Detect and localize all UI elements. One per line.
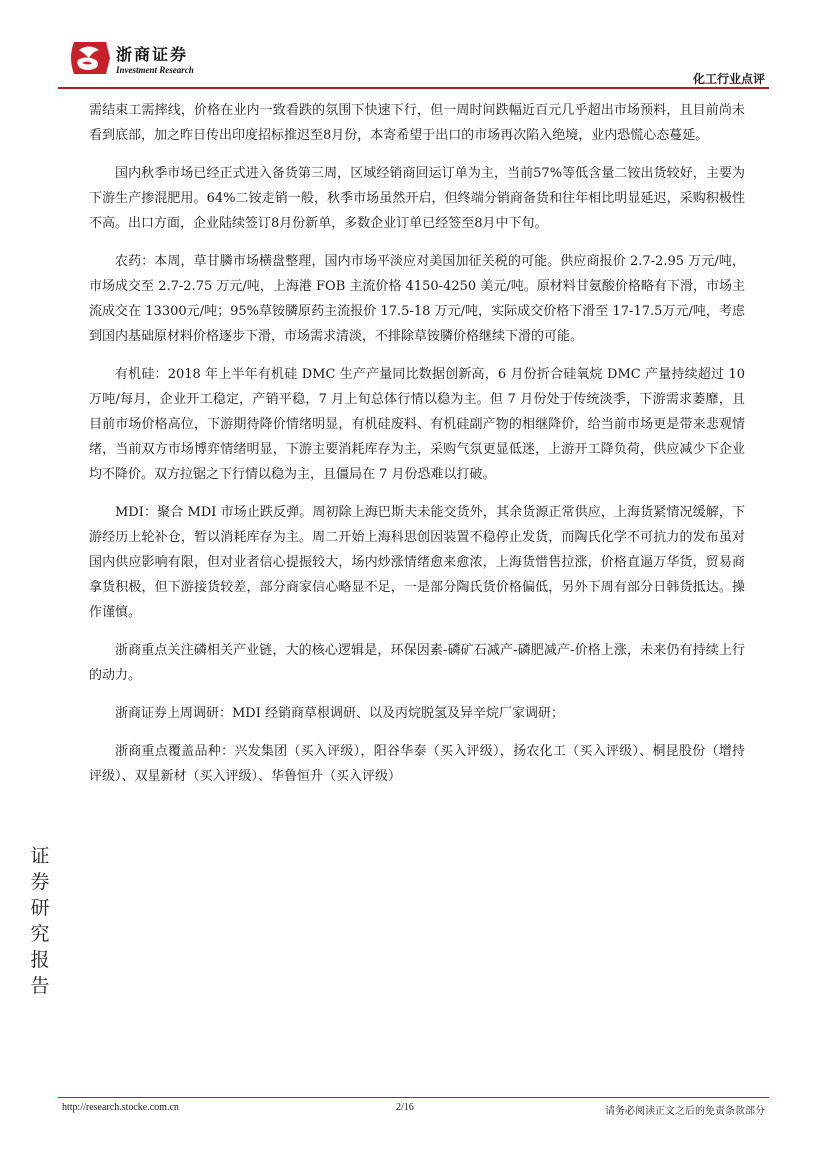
footer-url-link[interactable]: http://research.stocke.com.cn	[62, 1102, 179, 1113]
side-label-char: 证	[30, 845, 50, 867]
side-label-char: 研	[30, 897, 50, 919]
side-label-char: 告	[30, 975, 50, 997]
paragraph: 浙商重点覆盖品种：兴发集团（买入评级），阳谷华泰（买入评级），扬农化工（买入评级）、桐昆股份（增持评级）、双星新材（买入评级）、华鲁恒升（买入评级）	[89, 744, 745, 784]
footer-disclaimer: 请务必阅读正文之后的免责条款部分	[605, 1106, 765, 1117]
company-logo-icon	[66, 38, 112, 78]
brand-name-cn: 浙商证券	[116, 45, 189, 64]
side-label-char: 报	[30, 949, 50, 971]
header-divider	[58, 87, 769, 89]
page-number: 2/16	[396, 1102, 414, 1113]
report-body	[89, 98, 745, 802]
paragraph: 农药：本周，草甘膦市场横盘整理，国内市场平淡应对美国加征关税的可能。供应商报价 2.7-2.95 万元/吨，市场成交至 2.7-2.75 万元/吨，上海港 FOB 主流价格 4150-4250 美元/吨。原材料甘氨酸价格略有下滑，市场主流成交在 13300元/吨；95%草铵膦原药主流报价 17.5-18 万元/吨，实际成交价格下滑至 17-17.5万元/吨，考虑到国内基础原材料价格逐步下滑，市场需求清淡，不排除草铵膦价格继续下滑的可能。	[89, 254, 745, 344]
footer-divider	[58, 1097, 769, 1098]
side-label-char: 券	[30, 871, 50, 893]
side-label	[28, 843, 52, 999]
paragraph: 国内秋季市场已经正式进入备货第三周，区域经销商回运订单为主，当前57%等低含量二铵出货较好，主要为下游生产掺混肥用。64%二铵走销一般，秋季市场虽然开启，但终端分销商备货和往年相比明显延迟，采购积极性不高。出口方面，企业陆续签订8月份新单，多数企业订单已经签至8月中下旬。	[89, 166, 745, 231]
paragraph: 有机硅：2018 年上半年有机硅 DMC 生产产量同比数据创新高，6 月份折合硅氧烷 DMC 产量持续超过 10 万吨/每月，企业开工稳定，产销平稳，7 月上旬总体行情以稳为主。但 7 月份处于传统淡季，下游需求萎靡，且目前市场价格高位，下游期待降价情绪明显，有机硅废料、有机硅副产物的相继降价，给当前市场更是带来悲观情绪，当前双方市场博弈情绪明显，下游主要消耗库存为主，采购气氛更显低迷，上游开工降负荷，供应减少下企业均不降价。双方拉锯之下行情以稳为主，且僵局在 7 月份恐难以打破。	[89, 367, 745, 482]
side-label-char: 究	[30, 923, 50, 945]
paragraph: 浙商重点关注磷相关产业链，大的核心逻辑是，环保因素-磷矿石减产-磷肥减产-价格上涨，未来仍有持续上行的动力。	[89, 643, 745, 683]
paragraph: MDI：聚合 MDI 市场止跌反弹。周初除上海巴斯夫未能交货外，其余货源正常供应，上海货紧情况缓解，下游经历上轮补仓，暂以消耗库存为主。周二开始上海科思创因装置不稳停止发货，而陶氏化学不可抗力的发布虽对国内供应影响有限，但对业者信心提振较大，场内炒涨情绪愈来愈浓，上海货惜售拉涨，价格直逼万华货，贸易商拿货积极，但下游接货较差，部分商家信心略显不足，一是部分陶氏货价格偏低，另外下周有部分日韩货抵达。操作谨慎。	[89, 505, 745, 620]
paragraph: 需结束工需摔线，价格在业内一致看跌的氛围下快速下行，但一周时间跌幅近百元几乎超出市场预料，且目前尚未看到底部，加之昨日传出印度招标推迟至8月份，本寄希望于出口的市场再次陷入绝境，业内恐慌心态蔓延。	[89, 103, 745, 143]
report-type: 化工行业点评	[692, 72, 765, 86]
paragraph: 浙商证券上周调研：MDI 经销商草根调研、以及丙烷脱氢及异辛烷厂家调研；	[115, 706, 565, 721]
brand-name-en: Investment Research	[116, 65, 194, 75]
